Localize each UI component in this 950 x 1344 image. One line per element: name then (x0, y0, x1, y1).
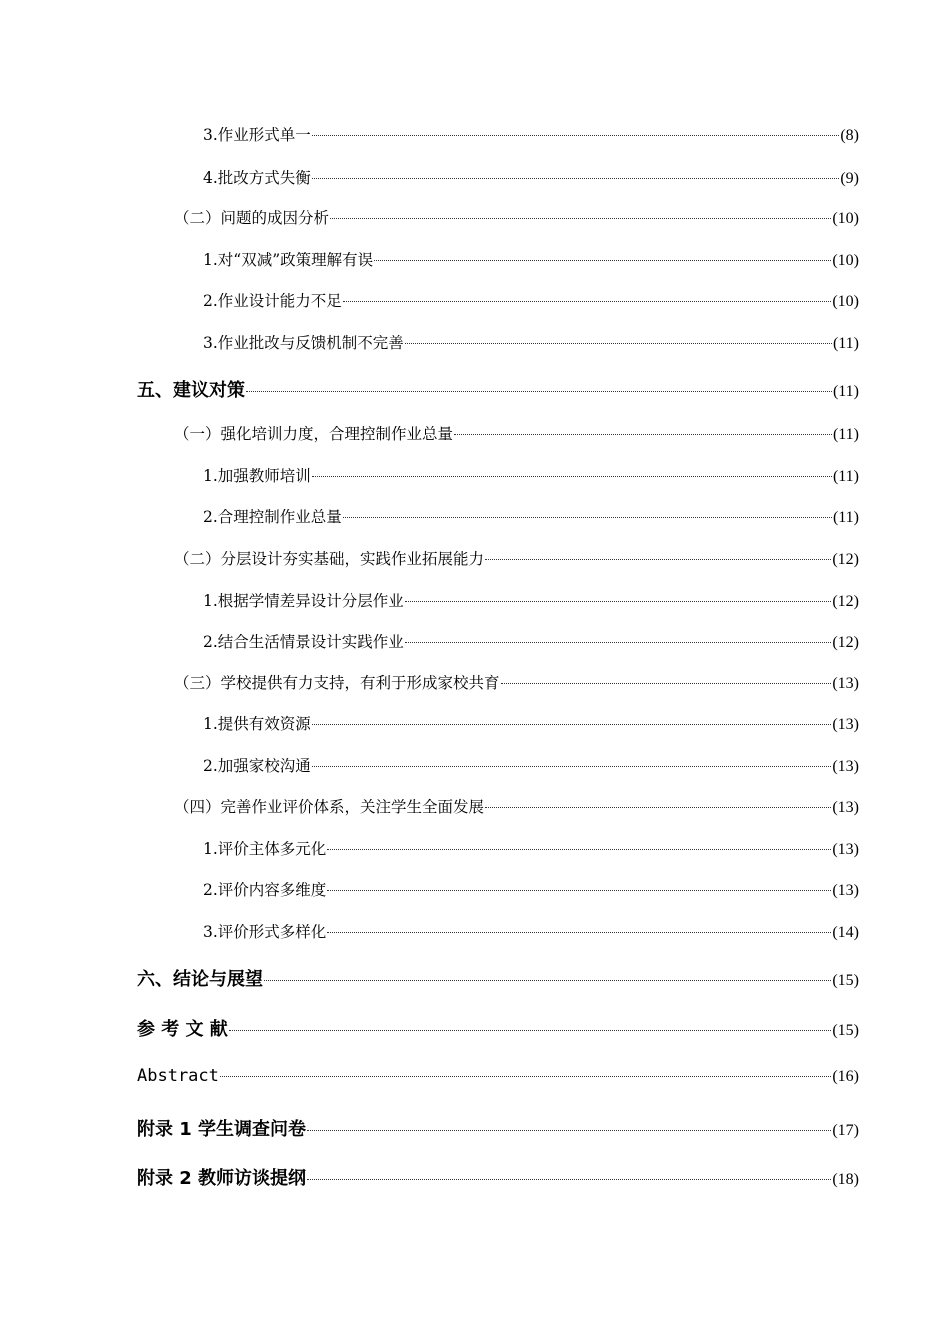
toc-entry[interactable] (0, 547, 859, 569)
toc-leader-dots (343, 301, 832, 302)
toc-entry-page: (11) (832, 509, 859, 526)
toc-entry-page: (14) (832, 924, 859, 941)
toc-leader-dots (312, 178, 840, 179)
toc-entry-page: (10) (832, 210, 859, 227)
toc-entry-title: 2.合理控制作业总量 (203, 508, 342, 526)
toc-entry[interactable] (0, 630, 859, 652)
toc-entry-page: (10) (832, 252, 859, 269)
toc-entry[interactable] (0, 920, 859, 942)
toc-entry-page: (17) (832, 1122, 859, 1139)
toc-leader-dots (405, 601, 832, 602)
toc-entry-title: 4.批改方式失衡 (203, 169, 311, 187)
toc-leader-dots (312, 724, 832, 725)
toc-leader-dots (327, 890, 831, 891)
toc-entry-title: 1.评价主体多元化 (203, 840, 327, 858)
toc-entry-title: 1.提供有效资源 (203, 715, 311, 733)
toc-leader-dots (229, 1030, 832, 1031)
toc-leader-dots (374, 260, 831, 261)
toc-leader-dots (501, 683, 832, 684)
toc-entry-title: 2.评价内容多维度 (203, 881, 327, 899)
toc-entry-title: 1.对“双减”政策理解有误 (203, 251, 374, 269)
toc-entry-title: 1.加强教师培训 (203, 467, 311, 485)
toc-chapter[interactable] (0, 376, 859, 402)
toc-entry-title: 附录 2 教师访谈提纲 (137, 1168, 307, 1189)
toc-leader-dots (343, 517, 832, 518)
toc-leader-dots (327, 932, 831, 933)
toc-entry-page: (13) (832, 799, 859, 816)
toc-leader-dots (246, 391, 832, 392)
toc-entry[interactable] (0, 289, 859, 311)
toc-entry-title: 五、建议对策 (137, 380, 245, 401)
toc-entry-page: (12) (832, 634, 859, 651)
toc-entry[interactable] (0, 206, 859, 228)
toc-entry[interactable] (0, 589, 859, 611)
toc-entry-title: 2.结合生活情景设计实践作业 (203, 633, 404, 651)
toc-chapter[interactable] (0, 1015, 859, 1041)
toc-entry[interactable] (0, 712, 859, 734)
toc-entry-page: (13) (832, 841, 859, 858)
toc-entry-page: (12) (832, 593, 859, 610)
toc-leader-dots (485, 807, 831, 808)
toc-entry-page: (18) (832, 1171, 859, 1188)
toc-leader-dots (485, 559, 831, 560)
toc-entry-page: (10) (832, 293, 859, 310)
toc-entry-page: (13) (832, 882, 859, 899)
toc-entry-title: （一）强化培训力度，合理控制作业总量 (174, 425, 454, 443)
toc-entry-page: (11) (832, 383, 859, 400)
toc-leader-dots (330, 218, 831, 219)
toc-leader-dots (327, 849, 831, 850)
toc-leader-dots (312, 135, 840, 136)
toc-entry[interactable] (0, 671, 859, 693)
toc-entry-page: (13) (832, 758, 859, 775)
toc-chapter[interactable] (0, 1164, 859, 1190)
toc-entry-page: (8) (840, 127, 859, 144)
toc-entry-title: 2.作业设计能力不足 (203, 292, 342, 310)
toc-entry[interactable] (0, 754, 859, 776)
toc-entry[interactable] (0, 795, 859, 817)
toc-entry-page: (13) (832, 716, 859, 733)
toc-chapter[interactable] (0, 965, 859, 991)
toc-leader-dots (405, 642, 832, 643)
toc-entry-page: (15) (832, 1022, 859, 1039)
toc-entry-title: 3.作业形式单一 (203, 126, 311, 144)
toc-entry[interactable] (0, 505, 859, 527)
toc-entry-title: 2.加强家校沟通 (203, 757, 311, 775)
toc-entry-title: （二）分层设计夯实基础，实践作业拓展能力 (174, 550, 485, 568)
toc-chapter[interactable] (0, 1115, 859, 1141)
toc-entry-page: (15) (832, 972, 859, 989)
toc-entry-title: （四）完善作业评价体系，关注学生全面发展 (174, 798, 485, 816)
toc-entry[interactable] (0, 837, 859, 859)
toc-entry-title: 3.作业批改与反馈机制不完善 (203, 334, 404, 352)
toc-entry[interactable] (0, 878, 859, 900)
toc-entry-page: (16) (832, 1068, 859, 1085)
toc-leader-dots (312, 766, 832, 767)
toc-leader-dots (220, 1076, 831, 1077)
toc-leader-dots (264, 980, 831, 981)
toc-entry[interactable] (0, 331, 859, 353)
toc-leader-dots (307, 1130, 831, 1131)
toc-entry[interactable] (0, 123, 859, 145)
toc-leader-dots (307, 1179, 831, 1180)
toc-entry-page: (11) (832, 468, 859, 485)
toc-leader-dots (405, 343, 832, 344)
toc-entry-page: (9) (840, 170, 859, 187)
toc-chapter[interactable] (0, 1066, 859, 1086)
toc-entry[interactable] (0, 166, 859, 188)
toc-entry-title: 附录 1 学生调查问卷 (137, 1119, 307, 1140)
toc-entry-title: 1.根据学情差异设计分层作业 (203, 592, 404, 610)
toc-entry-page: (11) (832, 335, 859, 352)
toc-entry-page: (11) (832, 426, 859, 443)
toc-entry-title: （二）问题的成因分析 (174, 209, 330, 227)
toc-entry-page: (13) (832, 675, 859, 692)
toc-entry-title: 参 考 文 献 (137, 1019, 228, 1040)
toc-entry-page: (12) (832, 551, 859, 568)
toc-entry-title: 3.评价形式多样化 (203, 923, 327, 941)
toc-entry-title: （三）学校提供有力支持，有利于形成家校共育 (174, 674, 500, 692)
toc-entry[interactable] (0, 422, 859, 444)
toc-entry[interactable] (0, 248, 859, 270)
toc-entry[interactable] (0, 464, 859, 486)
toc-entry-title: Abstract (137, 1066, 219, 1086)
toc-leader-dots (312, 476, 832, 477)
toc-leader-dots (454, 434, 832, 435)
toc-entry-title: 六、结论与展望 (137, 969, 263, 990)
